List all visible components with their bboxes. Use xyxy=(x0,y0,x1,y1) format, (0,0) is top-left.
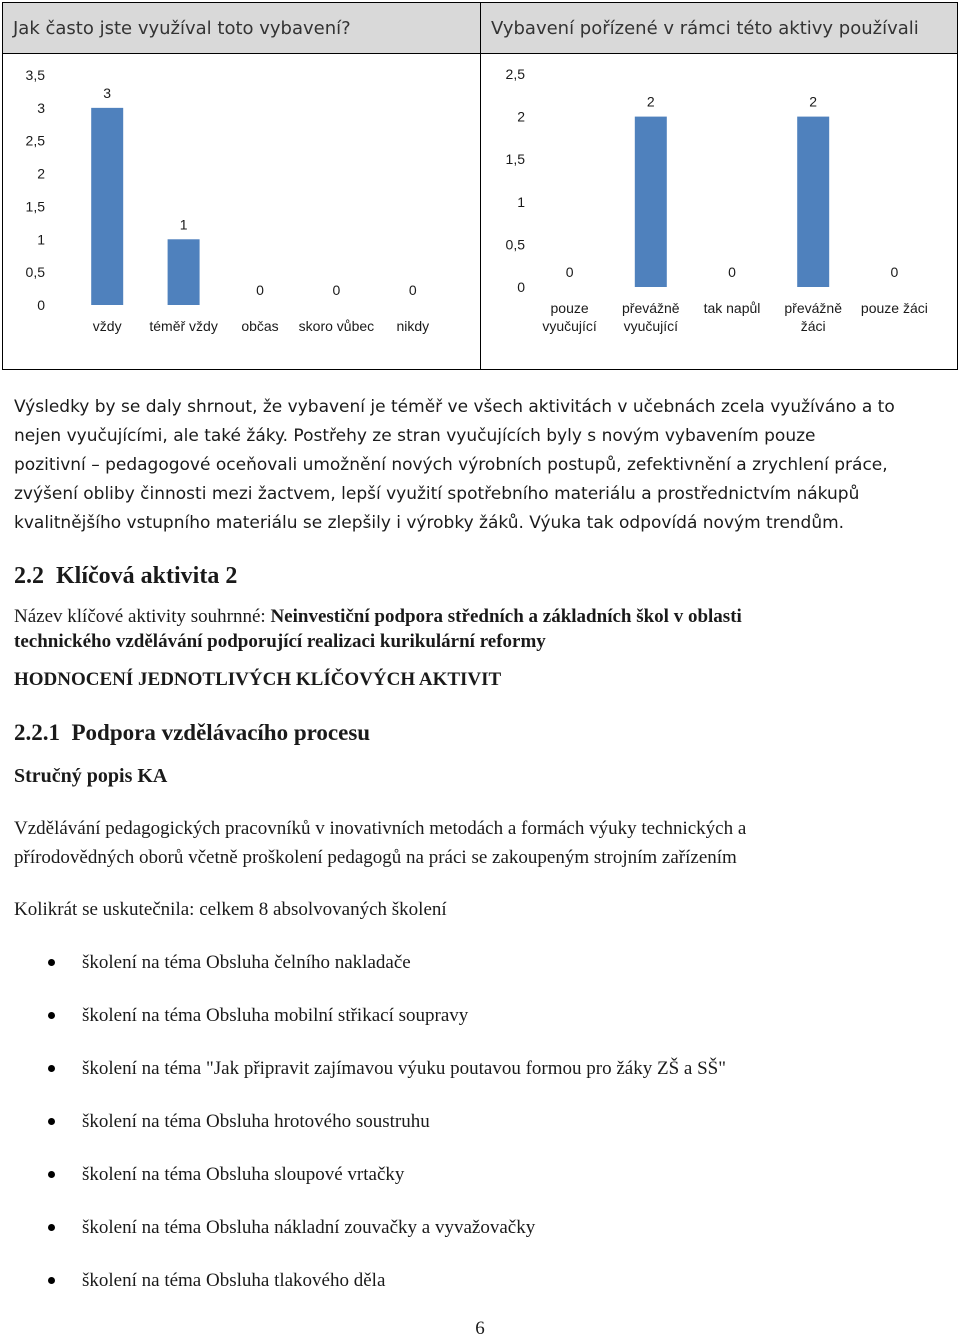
evaluation-heading: HODNOCENÍ JEDNOTLIVÝCH KLÍČOVÝCH AKTIVIT xyxy=(14,669,502,690)
section-number: 2.2 xyxy=(14,563,44,589)
chart-1-title: Jak často jste využíval toto vybavení? xyxy=(3,3,480,53)
brief-line: přírodovědných oborů včetně proškolení pedagogů na práci se zakoupeným strojním zařízením xyxy=(14,847,737,868)
x-tick-label: vždy xyxy=(92,318,122,334)
x-tick-label: žáci xyxy=(800,318,826,334)
data-label: 1 xyxy=(179,216,188,233)
data-label: 0 xyxy=(890,264,899,280)
summary-line: Výsledky by se daly shrnout, že vybavení je téměř ve všech aktivitách v učebnách zcela využíváno a to xyxy=(14,397,895,417)
y-tick-label: 1,5 xyxy=(25,198,45,215)
x-tick-label: nikdy xyxy=(396,318,430,334)
x-tick-label: skoro vůbec xyxy=(298,318,375,334)
data-label: 2 xyxy=(646,93,655,110)
y-tick-label: 0,5 xyxy=(25,264,45,281)
bullet-icon xyxy=(48,1012,55,1019)
x-tick-label: pouze žáci xyxy=(860,300,928,316)
bullet-icon xyxy=(48,959,55,966)
data-label: 0 xyxy=(408,282,417,298)
bar xyxy=(797,117,829,287)
bullet-icon xyxy=(48,1171,55,1178)
brief-heading: Stručný popis KA xyxy=(14,765,168,787)
data-label: 3 xyxy=(103,84,112,101)
activity-name-line1: Neinvestiční podpora středních a základních škol v oblasti xyxy=(270,606,742,627)
brief-line: Vzdělávání pedagogických pracovníků v inovativních metodách a formách výuky technických a xyxy=(14,818,747,839)
subsection-number: 2.2.1 xyxy=(14,720,60,745)
section-heading xyxy=(14,562,946,591)
section-title: Klíčová aktivita 2 xyxy=(56,563,238,589)
y-tick-label: 1 xyxy=(37,231,45,248)
x-tick-label: vyučující xyxy=(542,318,597,334)
equipment-users-chart xyxy=(481,54,957,369)
count-text: Kolikrát se uskutečnila: celkem 8 absolvovaných školení xyxy=(14,899,447,920)
y-tick-label: 0 xyxy=(517,279,525,295)
subsection-heading xyxy=(14,718,946,747)
bullet-icon xyxy=(48,1224,55,1231)
brief-paragraph xyxy=(14,814,946,872)
bullet-icon xyxy=(48,1118,55,1125)
x-tick-label: vyučující xyxy=(623,318,679,334)
summary-paragraph xyxy=(14,393,946,538)
data-label: 0 xyxy=(332,282,341,298)
activity-name xyxy=(14,604,946,654)
y-tick-label: 0 xyxy=(37,297,45,313)
x-tick-label: tak napůl xyxy=(703,300,761,316)
x-tick-label: převážně xyxy=(784,300,842,316)
chart-2-title: Vybavení pořízené v rámci této aktivy používali xyxy=(481,3,957,53)
summary-line: pozitivní – pedagogové oceňovali umožnění nových výrobních postupů, zefektivnění a zrychlení práce, xyxy=(14,455,888,475)
summary-line: zvýšení obliby činnosti mezi žactvem, lepší využití spotřebního materiálu a prostřednictvím nákupů xyxy=(14,484,860,504)
bullet-icon xyxy=(48,1277,55,1284)
bar xyxy=(168,239,200,305)
summary-line: nejen vyučujícími, ale také žáky. Postřehy ze stran vyučujících byly s novým vybavením pouze xyxy=(14,426,816,446)
activity-name-line2: technického vzdělávání podporující realizaci kurikulární reformy xyxy=(14,631,546,652)
y-tick-label: 2,5 xyxy=(25,132,45,149)
bar xyxy=(91,108,123,305)
subsection-title: Podpora vzdělávacího procesu xyxy=(71,720,371,745)
data-label: 0 xyxy=(728,264,736,280)
data-label: 2 xyxy=(809,93,818,110)
bullet-icon xyxy=(48,1065,55,1072)
y-tick-label: 1 xyxy=(517,193,525,210)
y-tick-label: 0,5 xyxy=(505,236,525,253)
usage-frequency-chart xyxy=(3,54,479,369)
y-tick-label: 3 xyxy=(37,99,45,116)
x-tick-label: téměř vždy xyxy=(149,318,218,334)
summary-line: kvalitnějšího vstupního materiálu se zlepšily i výrobky žáků. Výuka tak odpovídá novým trendům. xyxy=(14,513,845,533)
y-tick-label: 2 xyxy=(517,108,525,125)
y-tick-label: 3,5 xyxy=(25,67,45,83)
data-label: 0 xyxy=(565,264,574,280)
activity-name-label: Název klíčové aktivity souhrnné: xyxy=(14,606,266,627)
page-number: 6 xyxy=(475,1318,485,1339)
y-tick-label: 2 xyxy=(37,165,45,182)
y-tick-label: 1,5 xyxy=(505,151,525,168)
y-tick-label: 2,5 xyxy=(505,66,525,82)
x-tick-label: převážně xyxy=(622,300,680,316)
x-tick-label: pouze xyxy=(550,300,589,316)
data-label: 0 xyxy=(256,282,264,298)
bar xyxy=(635,117,667,287)
x-tick-label: občas xyxy=(241,318,279,334)
chart-table xyxy=(2,2,958,370)
